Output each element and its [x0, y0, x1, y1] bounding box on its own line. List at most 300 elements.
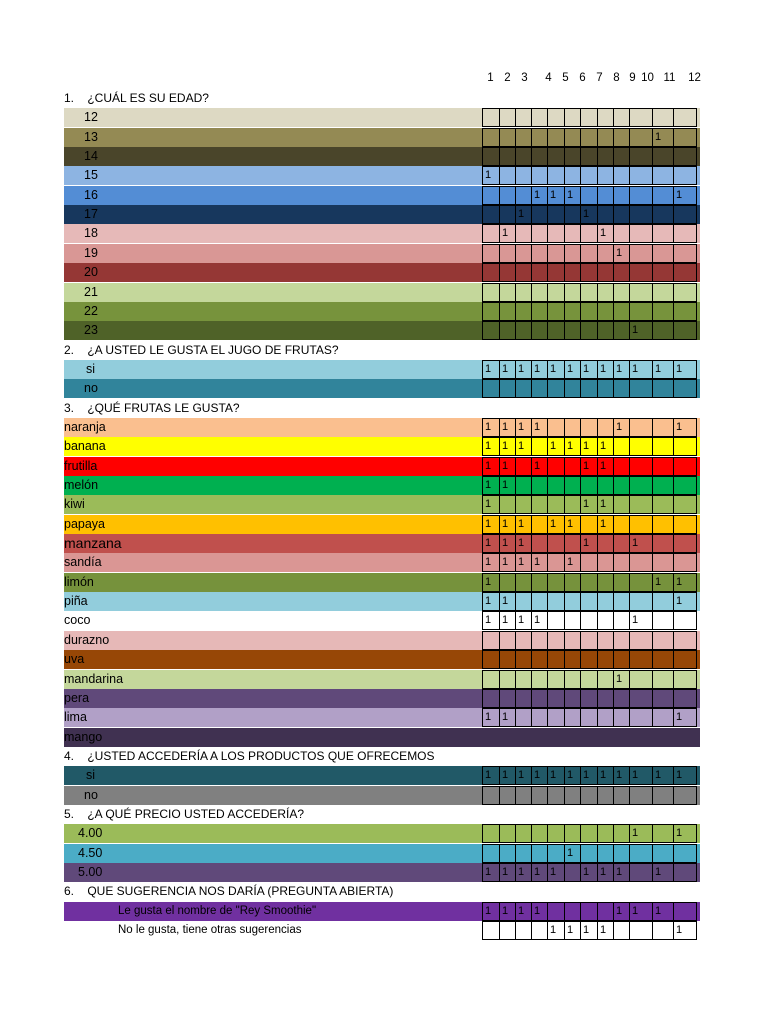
tally-cell: 1 [564, 921, 580, 940]
tally-cell [613, 708, 629, 727]
tally-cell [629, 108, 652, 127]
tally-cell: 1 [613, 766, 629, 785]
tally-cell [652, 670, 673, 689]
tally-cell [673, 457, 697, 476]
question-heading: 3. ¿QUÉ FRUTAS LE GUSTA? [64, 400, 240, 415]
tally-cell: 1 [673, 592, 697, 611]
tally-cell [613, 166, 629, 185]
tally-cell: 1 [564, 186, 580, 205]
tally-cell [580, 186, 597, 205]
tally-cell [499, 321, 515, 340]
tally-cell [629, 670, 652, 689]
tally-cell [673, 495, 697, 514]
tally-cell [613, 321, 629, 340]
tally-cell [580, 108, 597, 127]
answer-label: mandarina [64, 670, 482, 689]
tally-cell [597, 108, 613, 127]
tally-cell: 1 [652, 128, 673, 147]
column-number: 10 [641, 72, 654, 84]
answer-row [64, 708, 700, 727]
answer-label: melón [64, 476, 482, 495]
tally-cell [547, 108, 564, 127]
column-number: 2 [504, 72, 511, 84]
tally-cell [515, 166, 531, 185]
answer-row [64, 573, 700, 592]
tally-cell [531, 573, 547, 592]
answer-row [64, 283, 700, 302]
tally-grid [482, 128, 700, 147]
tally-cell [652, 437, 673, 456]
tally-cell [564, 534, 580, 553]
tally-cell: 1 [673, 708, 697, 727]
tally-cell [613, 128, 629, 147]
tally-cell: 1 [482, 515, 499, 534]
tally-cell [564, 708, 580, 727]
answer-row [64, 689, 700, 708]
column-number: 7 [596, 72, 603, 84]
tally-cell [564, 166, 580, 185]
tally-cell [652, 224, 673, 243]
tally-cell [652, 457, 673, 476]
tally-cell [515, 495, 531, 514]
tally-cell [531, 244, 547, 263]
tally-cell: 1 [564, 437, 580, 456]
tally-cell: 1 [499, 766, 515, 785]
answer-label: 16 [64, 186, 482, 205]
answer-label: banana [64, 437, 482, 456]
answer-label: limón [64, 573, 482, 592]
tally-cell [673, 263, 697, 282]
tally-cell [673, 302, 697, 321]
tally-cell [547, 283, 564, 302]
tally-grid [482, 592, 700, 611]
answer-row [64, 379, 700, 398]
tally-cell [580, 611, 597, 630]
tally-cell: 1 [499, 437, 515, 456]
tally-cell: 1 [499, 360, 515, 379]
tally-cell: 1 [673, 824, 697, 843]
tally-cell: 1 [515, 534, 531, 553]
tally-cell [564, 650, 580, 669]
tally-grid [482, 224, 700, 243]
tally-cell [597, 824, 613, 843]
answer-label: naranja [64, 418, 482, 437]
tally-cell [515, 379, 531, 398]
answer-row [64, 786, 700, 805]
tally-cell [547, 650, 564, 669]
tally-cell [547, 592, 564, 611]
tally-cell: 1 [629, 824, 652, 843]
tally-cell [673, 128, 697, 147]
tally-cell [547, 205, 564, 224]
tally-cell: 1 [547, 863, 564, 882]
tally-cell [673, 515, 697, 534]
tally-cell: 1 [652, 573, 673, 592]
tally-cell [482, 650, 499, 669]
tally-cell: 1 [482, 495, 499, 514]
tally-cell [673, 902, 697, 921]
tally-cell [652, 379, 673, 398]
answer-label: si [64, 360, 482, 379]
tally-cell [673, 166, 697, 185]
tally-cell [597, 592, 613, 611]
tally-cell [652, 205, 673, 224]
tally-cell [531, 650, 547, 669]
tally-cell: 1 [673, 186, 697, 205]
tally-grid [482, 108, 700, 127]
tally-cell [597, 611, 613, 630]
tally-grid [482, 689, 700, 708]
tally-cell [515, 631, 531, 650]
tally-cell [515, 147, 531, 166]
tally-cell: 1 [580, 921, 597, 940]
tally-cell [515, 650, 531, 669]
tally-grid [482, 534, 700, 553]
tally-cell [515, 573, 531, 592]
answer-label: 20 [64, 263, 482, 282]
tally-cell [531, 205, 547, 224]
tally-cell [580, 321, 597, 340]
tally-cell [547, 573, 564, 592]
tally-cell [597, 379, 613, 398]
tally-cell [499, 650, 515, 669]
tally-cell [547, 844, 564, 863]
tally-cell [515, 457, 531, 476]
answer-row [64, 457, 700, 476]
tally-cell [652, 166, 673, 185]
tally-cell: 1 [580, 766, 597, 785]
answer-label: 4.00 [64, 824, 482, 843]
tally-cell [482, 689, 499, 708]
tally-cell [482, 186, 499, 205]
tally-cell: 1 [515, 437, 531, 456]
answer-row [64, 844, 700, 863]
tally-cell [613, 495, 629, 514]
tally-cell [564, 457, 580, 476]
tally-cell [652, 283, 673, 302]
tally-cell: 1 [564, 844, 580, 863]
tally-cell: 1 [673, 573, 697, 592]
tally-cell [482, 379, 499, 398]
tally-cell [613, 650, 629, 669]
tally-cell [547, 244, 564, 263]
tally-cell [613, 611, 629, 630]
tally-cell: 1 [531, 611, 547, 630]
tally-cell [531, 921, 547, 940]
tally-cell [673, 437, 697, 456]
tally-cell: 1 [629, 902, 652, 921]
tally-cell [531, 844, 547, 863]
tally-cell: 1 [482, 708, 499, 727]
question-heading: 2. ¿A USTED LE GUSTA EL JUGO DE FRUTAS? [64, 342, 339, 357]
tally-cell [547, 147, 564, 166]
tally-cell [580, 689, 597, 708]
tally-cell [652, 515, 673, 534]
answer-row [64, 302, 700, 321]
tally-cell [564, 495, 580, 514]
tally-cell [482, 283, 499, 302]
tally-grid [482, 244, 700, 263]
tally-cell [673, 379, 697, 398]
tally-cell [531, 437, 547, 456]
tally-cell [597, 205, 613, 224]
tally-cell [580, 650, 597, 669]
tally-cell [597, 302, 613, 321]
tally-grid [482, 166, 700, 185]
tally-cell [652, 689, 673, 708]
tally-cell [531, 108, 547, 127]
tally-cell: 1 [531, 863, 547, 882]
tally-cell: 1 [499, 457, 515, 476]
answer-label: 12 [64, 108, 482, 127]
tally-cell [564, 418, 580, 437]
tally-cell [629, 553, 652, 572]
tally-cell [629, 573, 652, 592]
tally-cell: 1 [482, 418, 499, 437]
tally-cell [629, 515, 652, 534]
tally-cell [652, 631, 673, 650]
tally-cell: 1 [499, 418, 515, 437]
tally-cell [580, 283, 597, 302]
answer-row [64, 592, 700, 611]
tally-cell: 1 [547, 515, 564, 534]
tally-cell [629, 786, 652, 805]
column-number: 11 [663, 72, 676, 84]
tally-cell: 1 [564, 515, 580, 534]
answer-label: piña [64, 592, 482, 611]
tally-cell [531, 824, 547, 843]
tally-cell [629, 650, 652, 669]
tally-cell [482, 108, 499, 127]
tally-cell [564, 863, 580, 882]
tally-cell [547, 786, 564, 805]
tally-grid [482, 844, 700, 863]
tally-cell: 1 [613, 360, 629, 379]
tally-cell: 1 [580, 360, 597, 379]
tally-cell: 1 [652, 863, 673, 882]
tally-cell [564, 147, 580, 166]
tally-cell [673, 553, 697, 572]
answer-row [64, 824, 700, 843]
tally-cell: 1 [482, 592, 499, 611]
answer-row [64, 166, 700, 185]
tally-cell: 1 [597, 457, 613, 476]
question-heading: 5. ¿A QUÉ PRECIO USTED ACCEDERÍA? [64, 806, 305, 821]
tally-cell [580, 515, 597, 534]
tally-cell: 1 [580, 437, 597, 456]
tally-cell [613, 379, 629, 398]
tally-cell [673, 224, 697, 243]
tally-cell: 1 [597, 766, 613, 785]
tally-cell: 1 [515, 360, 531, 379]
tally-grid [482, 766, 700, 785]
tally-cell: 1 [531, 418, 547, 437]
tally-cell [673, 844, 697, 863]
tally-cell [531, 224, 547, 243]
tally-cell [629, 457, 652, 476]
tally-cell [531, 495, 547, 514]
tally-cell: 1 [652, 766, 673, 785]
tally-cell [597, 902, 613, 921]
tally-cell [499, 283, 515, 302]
tally-cell [564, 689, 580, 708]
tally-cell [673, 611, 697, 630]
tally-cell: 1 [597, 863, 613, 882]
tally-cell [531, 263, 547, 282]
tally-cell: 1 [499, 611, 515, 630]
tally-cell [564, 205, 580, 224]
tally-cell: 1 [673, 921, 697, 940]
tally-cell [652, 844, 673, 863]
tally-cell: 1 [547, 360, 564, 379]
tally-cell: 1 [547, 437, 564, 456]
tally-cell [515, 128, 531, 147]
answer-label: 22 [64, 302, 482, 321]
tally-cell: 1 [580, 457, 597, 476]
tally-grid [482, 283, 700, 302]
tally-cell: 1 [499, 592, 515, 611]
tally-cell [547, 824, 564, 843]
tally-cell [515, 708, 531, 727]
answer-label: papaya [64, 515, 482, 534]
tally-cell [613, 515, 629, 534]
answer-row [64, 534, 700, 553]
answer-row [64, 495, 700, 514]
tally-cell [564, 786, 580, 805]
tally-cell [531, 534, 547, 553]
tally-cell [597, 166, 613, 185]
tally-cell [515, 263, 531, 282]
tally-cell [515, 670, 531, 689]
tally-cell [531, 147, 547, 166]
tally-cell [597, 476, 613, 495]
tally-cell: 1 [482, 766, 499, 785]
tally-cell: 1 [482, 360, 499, 379]
tally-cell [547, 689, 564, 708]
tally-cell: 1 [515, 205, 531, 224]
answer-row [64, 670, 700, 689]
tally-cell [547, 902, 564, 921]
tally-cell [499, 263, 515, 282]
tally-cell [652, 302, 673, 321]
answer-label: 14 [64, 147, 482, 166]
tally-grid [482, 670, 700, 689]
tally-cell [613, 786, 629, 805]
tally-cell [547, 379, 564, 398]
tally-grid [482, 708, 700, 727]
tally-cell: 1 [673, 418, 697, 437]
column-number: 12 [688, 72, 701, 84]
tally-cell [482, 302, 499, 321]
tally-cell: 1 [499, 515, 515, 534]
answer-label: manzana [64, 534, 482, 553]
tally-cell: 1 [652, 902, 673, 921]
tally-cell [629, 592, 652, 611]
tally-cell: 1 [531, 553, 547, 572]
tally-cell [613, 844, 629, 863]
tally-cell [547, 263, 564, 282]
tally-cell [499, 921, 515, 940]
tally-cell [597, 283, 613, 302]
tally-cell [613, 689, 629, 708]
tally-cell: 1 [564, 766, 580, 785]
tally-cell [499, 786, 515, 805]
tally-cell [482, 244, 499, 263]
tally-cell [613, 457, 629, 476]
answer-label: No le gusta, tiene otras sugerencias [118, 924, 302, 936]
tally-cell [564, 224, 580, 243]
tally-cell [673, 670, 697, 689]
tally-cell [673, 476, 697, 495]
tally-cell [515, 244, 531, 263]
tally-cell: 1 [515, 418, 531, 437]
tally-cell [580, 824, 597, 843]
tally-cell [499, 166, 515, 185]
tally-cell [547, 321, 564, 340]
answer-row [64, 553, 700, 572]
tally-cell [515, 224, 531, 243]
answer-row [64, 902, 700, 921]
tally-cell [613, 147, 629, 166]
tally-cell [629, 186, 652, 205]
answer-row [64, 863, 700, 882]
tally-cell [673, 534, 697, 553]
tally-cell [629, 863, 652, 882]
tally-cell [597, 244, 613, 263]
tally-cell [531, 670, 547, 689]
tally-cell [652, 611, 673, 630]
tally-cell [652, 534, 673, 553]
question-heading: 1. ¿CUÁL ES SU EDAD? [64, 91, 209, 105]
tally-cell [597, 786, 613, 805]
tally-cell: 1 [515, 863, 531, 882]
tally-cell [597, 321, 613, 340]
tally-cell [673, 205, 697, 224]
answer-label: 17 [64, 205, 482, 224]
column-number: 9 [629, 72, 636, 84]
answer-label: no [64, 379, 482, 398]
tally-cell [580, 418, 597, 437]
answer-row [64, 147, 700, 166]
tally-cell: 1 [673, 360, 697, 379]
tally-grid [482, 205, 700, 224]
tally-cell [652, 108, 673, 127]
tally-cell [673, 863, 697, 882]
tally-cell [629, 128, 652, 147]
column-number: 3 [521, 72, 528, 84]
tally-cell [564, 573, 580, 592]
tally-cell [564, 611, 580, 630]
tally-cell [580, 708, 597, 727]
tally-cell: 1 [499, 902, 515, 921]
tally-grid [482, 379, 700, 398]
answer-label: 5.00 [64, 863, 482, 882]
tally-cell [531, 476, 547, 495]
answer-row [64, 128, 700, 147]
tally-cell: 1 [531, 902, 547, 921]
tally-cell [613, 186, 629, 205]
tally-cell [564, 283, 580, 302]
tally-cell [547, 553, 564, 572]
tally-cell [499, 244, 515, 263]
tally-cell: 1 [652, 360, 673, 379]
tally-cell [547, 224, 564, 243]
answer-row [64, 224, 700, 243]
tally-cell [652, 244, 673, 263]
answer-label: no [64, 786, 482, 805]
tally-cell [564, 476, 580, 495]
tally-cell [531, 515, 547, 534]
